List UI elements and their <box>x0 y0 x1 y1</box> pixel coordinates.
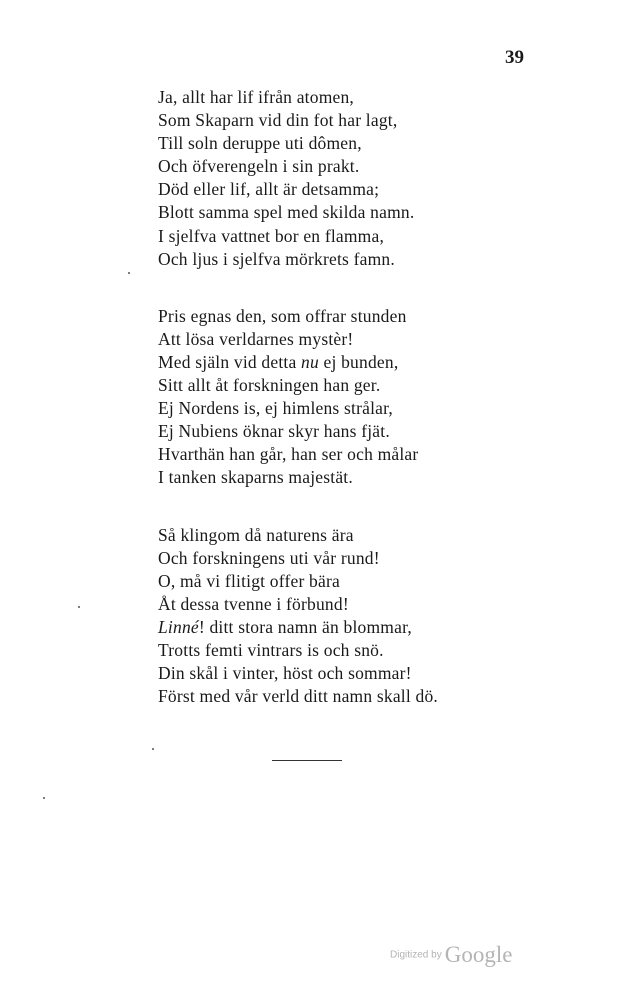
poem-line: Ja, allt har lif ifrån atomen, <box>158 87 354 107</box>
italic-word: nu <box>301 351 319 372</box>
poem-line: Och forskningens uti vår rund! <box>158 547 380 568</box>
poem-line: Pris egnas den, som offrar stunden <box>158 305 407 326</box>
poem-line: Trotts femti vintrars is och snö. <box>158 639 384 660</box>
scan-speck <box>128 272 130 274</box>
watermark-brand: Google <box>444 942 513 967</box>
watermark-prefix: Digitized by <box>390 949 442 961</box>
scan-speck <box>78 606 80 608</box>
poem-line: I tanken skaparns majestät. <box>158 467 353 488</box>
google-watermark <box>390 942 512 968</box>
poem-line: Som Skaparn vid din fot har lagt, <box>158 110 398 131</box>
poem-line: Och ljus i sjelfva mörkrets famn. <box>158 248 395 269</box>
stanza-1 <box>158 86 478 271</box>
scan-speck <box>152 748 154 750</box>
line-text: ej bunden, <box>318 351 399 372</box>
poem-line: Till soln deruppe uti dômen, <box>158 133 362 154</box>
poem-line: Blott samma spel med skilda namn. <box>158 202 415 223</box>
stanza-3 <box>158 524 478 709</box>
poem-line: Först med vår verld ditt namn skall dö. <box>158 686 438 707</box>
scan-speck <box>43 797 45 799</box>
poem-line: Ej Nordens is, ej himlens strålar, <box>158 398 394 419</box>
poem-line: Död eller lif, allt är detsamma; <box>158 179 380 200</box>
stanza-2 <box>158 305 478 490</box>
poem-line-with-italic <box>158 616 478 639</box>
page-number: 39 <box>505 47 524 68</box>
poem-line: Åt dessa tvenne i förbund! <box>158 593 349 614</box>
poem-line: Din skål i vinter, höst och sommar! <box>158 663 412 684</box>
poem-line: Så klingom då naturens ära <box>158 524 354 545</box>
section-divider <box>272 760 342 761</box>
poem-line: Ej Nubiens öknar skyr hans fjät. <box>158 421 390 442</box>
line-text: Med själn vid detta <box>158 351 302 372</box>
poem-line: Hvarthän han går, han ser och målar <box>158 444 419 465</box>
poem-line: Sitt allt åt forskningen han ger. <box>158 375 381 396</box>
line-text: ! ditt stora namn än blommar, <box>198 616 412 637</box>
poem-line: Att lösa verldarnes mystèr! <box>158 328 354 349</box>
poem-line: O, må vi flitigt offer bära <box>158 570 340 591</box>
poem <box>158 86 478 742</box>
poem-line-with-italic <box>158 351 478 374</box>
italic-word: Linné <box>158 616 199 637</box>
poem-line: I sjelfva vattnet bor en flamma, <box>158 225 385 246</box>
poem-line: Och öfverengeln i sin prakt. <box>158 156 360 177</box>
